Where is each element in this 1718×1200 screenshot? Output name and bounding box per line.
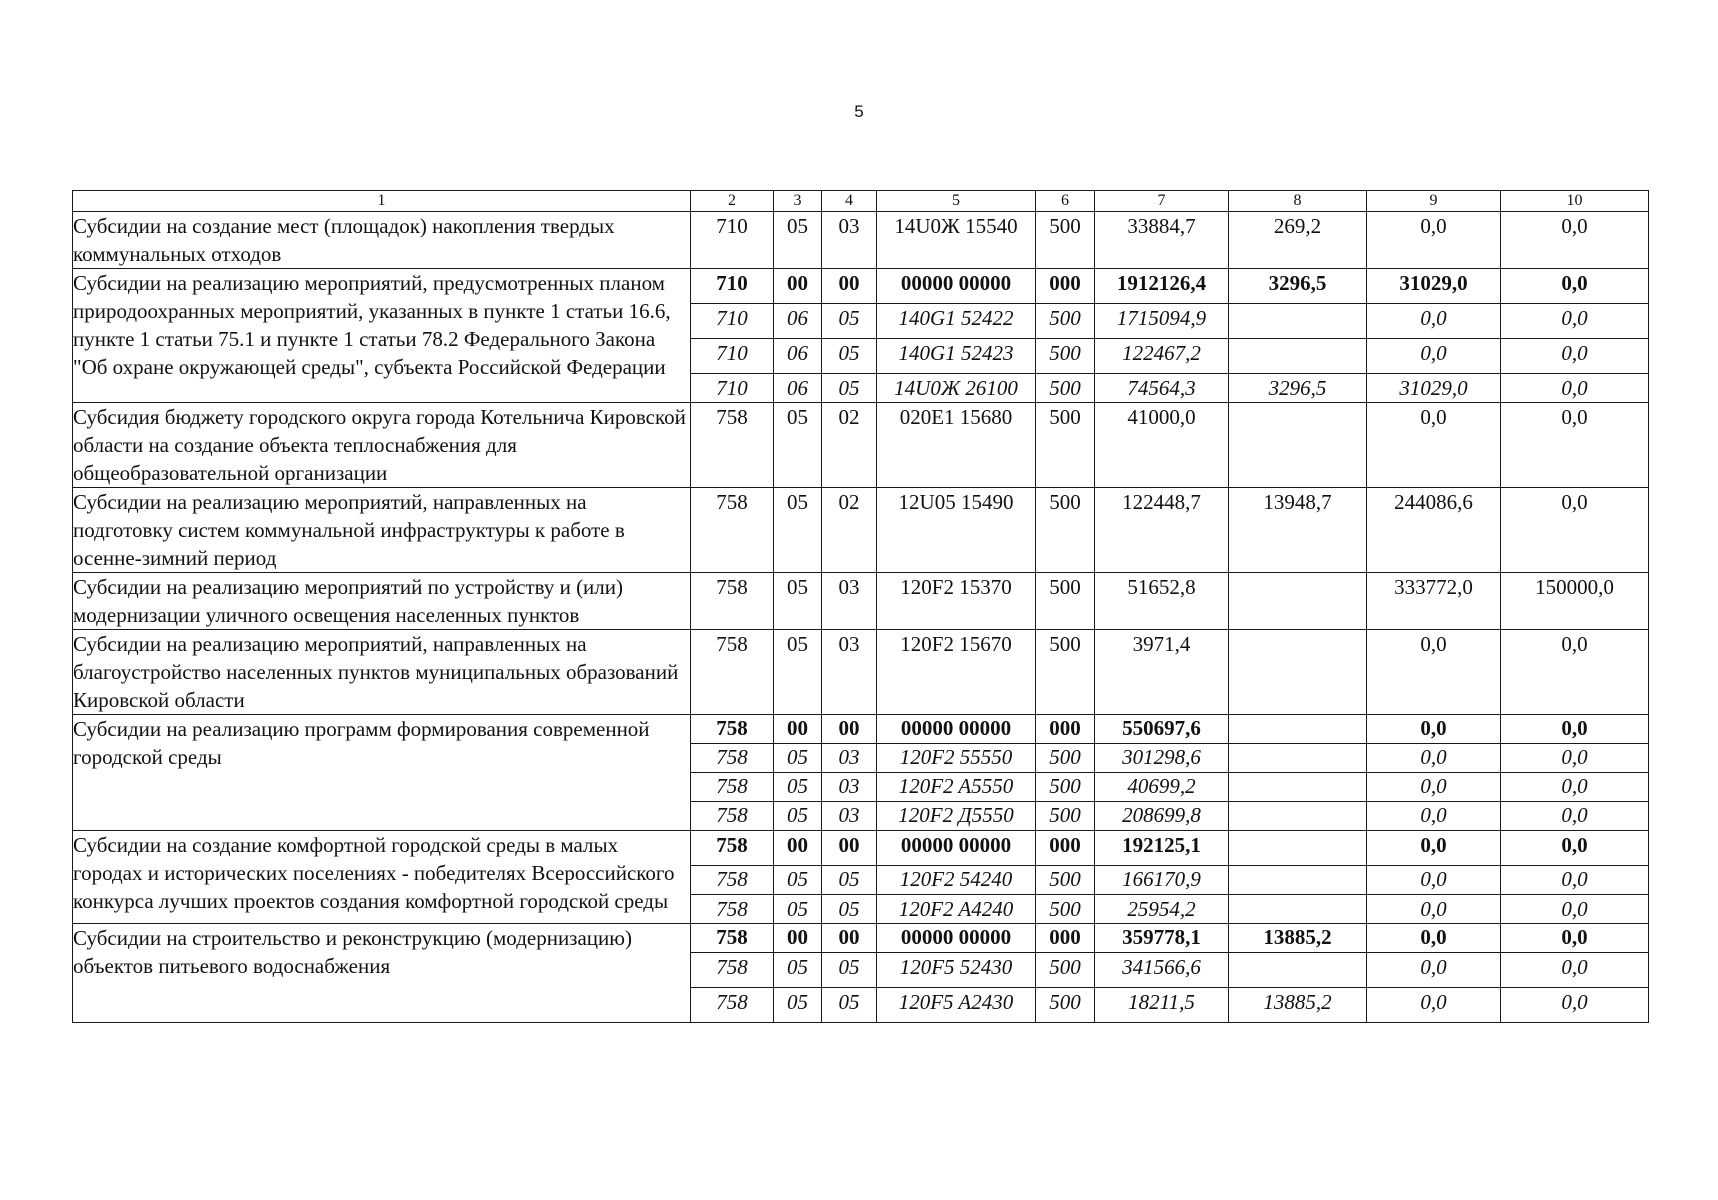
cell-subsection: 03 <box>822 802 877 831</box>
cell-admin-code: 758 <box>691 831 774 866</box>
cell-target-code: 120F2 A4240 <box>877 895 1036 924</box>
cell-col10: 0,0 <box>1501 715 1649 744</box>
cell-col9: 0,0 <box>1367 403 1501 488</box>
cell-col7: 3971,4 <box>1095 630 1229 715</box>
cell-expense-type: 500 <box>1036 866 1095 895</box>
cell-expense-type: 500 <box>1036 802 1095 831</box>
cell-col10: 0,0 <box>1501 895 1649 924</box>
cell-section: 06 <box>774 304 822 339</box>
table-row <box>73 630 1649 715</box>
cell-col10: 150000,0 <box>1501 573 1649 630</box>
cell-col7: 122467,2 <box>1095 339 1229 374</box>
cell-section: 05 <box>774 573 822 630</box>
cell-admin-code: 758 <box>691 715 774 744</box>
cell-admin-code: 758 <box>691 866 774 895</box>
cell-target-code: 14U0Ж 26100 <box>877 374 1036 403</box>
cell-section: 05 <box>774 988 822 1023</box>
cell-subsection: 05 <box>822 895 877 924</box>
cell-admin-code: 758 <box>691 573 774 630</box>
cell-admin-code: 758 <box>691 988 774 1023</box>
table-row <box>73 573 1649 630</box>
cell-col7: 301298,6 <box>1095 744 1229 773</box>
cell-target-code: 120F2 55550 <box>877 744 1036 773</box>
cell-subsection: 05 <box>822 304 877 339</box>
cell-col7: 166170,9 <box>1095 866 1229 895</box>
cell-target-code: 14U0Ж 15540 <box>877 212 1036 269</box>
cell-col9: 0,0 <box>1367 802 1501 831</box>
cell-col8 <box>1229 339 1367 374</box>
cell-subsection: 02 <box>822 403 877 488</box>
cell-col10: 0,0 <box>1501 374 1649 403</box>
cell-target-code: 120F5 52430 <box>877 953 1036 988</box>
cell-admin-code: 710 <box>691 304 774 339</box>
table-row <box>73 924 1649 953</box>
cell-col10: 0,0 <box>1501 831 1649 866</box>
cell-col10: 0,0 <box>1501 773 1649 802</box>
cell-admin-code: 710 <box>691 269 774 304</box>
cell-col7: 341566,6 <box>1095 953 1229 988</box>
cell-col9: 0,0 <box>1367 773 1501 802</box>
cell-col9: 0,0 <box>1367 924 1501 953</box>
cell-col8 <box>1229 715 1367 744</box>
cell-admin-code: 758 <box>691 630 774 715</box>
cell-col8 <box>1229 953 1367 988</box>
row-description: Субсидии на создание мест (площадок) накопления твердых коммунальных отходов <box>73 212 691 269</box>
header-cell: 5 <box>877 191 1036 212</box>
cell-expense-type: 500 <box>1036 953 1095 988</box>
cell-col10: 0,0 <box>1501 924 1649 953</box>
cell-target-code: 00000 00000 <box>877 924 1036 953</box>
cell-subsection: 00 <box>822 924 877 953</box>
cell-subsection: 03 <box>822 773 877 802</box>
cell-expense-type: 000 <box>1036 831 1095 866</box>
cell-col8 <box>1229 802 1367 831</box>
header-cell: 4 <box>822 191 877 212</box>
cell-col8 <box>1229 630 1367 715</box>
cell-section: 05 <box>774 403 822 488</box>
table-row <box>73 403 1649 488</box>
cell-col9: 333772,0 <box>1367 573 1501 630</box>
cell-section: 05 <box>774 488 822 573</box>
cell-col8 <box>1229 773 1367 802</box>
cell-col8: 269,2 <box>1229 212 1367 269</box>
cell-col9: 31029,0 <box>1367 374 1501 403</box>
cell-subsection: 03 <box>822 744 877 773</box>
cell-col9: 0,0 <box>1367 831 1501 866</box>
cell-target-code: 120F2 54240 <box>877 866 1036 895</box>
cell-expense-type: 000 <box>1036 269 1095 304</box>
cell-col9: 0,0 <box>1367 744 1501 773</box>
cell-expense-type: 500 <box>1036 212 1095 269</box>
header-cell: 6 <box>1036 191 1095 212</box>
cell-target-code: 140G1 52423 <box>877 339 1036 374</box>
row-description: Субсидии на строительство и реконструкцию (модернизацию) объектов питьевого водоснабжения <box>73 924 691 1023</box>
cell-section: 06 <box>774 374 822 403</box>
cell-col10: 0,0 <box>1501 269 1649 304</box>
cell-expense-type: 500 <box>1036 304 1095 339</box>
cell-col10: 0,0 <box>1501 488 1649 573</box>
cell-col8: 13885,2 <box>1229 988 1367 1023</box>
cell-col9: 0,0 <box>1367 866 1501 895</box>
table-row <box>73 212 1649 269</box>
row-description: Субсидия бюджету городского округа города Котельнича Кировской области на создание объекта теплоснабжения для общеобразовательной организации <box>73 403 691 488</box>
cell-admin-code: 758 <box>691 924 774 953</box>
header-cell: 10 <box>1501 191 1649 212</box>
cell-expense-type: 500 <box>1036 573 1095 630</box>
table-row <box>73 269 1649 304</box>
cell-target-code: 00000 00000 <box>877 269 1036 304</box>
cell-col10: 0,0 <box>1501 866 1649 895</box>
cell-target-code: 120F2 15370 <box>877 573 1036 630</box>
cell-target-code: 120F2 A5550 <box>877 773 1036 802</box>
cell-col7: 41000,0 <box>1095 403 1229 488</box>
cell-target-code: 120F5 A2430 <box>877 988 1036 1023</box>
cell-col10: 0,0 <box>1501 802 1649 831</box>
cell-col8 <box>1229 895 1367 924</box>
cell-subsection: 00 <box>822 269 877 304</box>
cell-section: 05 <box>774 953 822 988</box>
cell-col10: 0,0 <box>1501 744 1649 773</box>
cell-target-code: 00000 00000 <box>877 831 1036 866</box>
cell-expense-type: 500 <box>1036 403 1095 488</box>
cell-section: 05 <box>774 773 822 802</box>
cell-col7: 18211,5 <box>1095 988 1229 1023</box>
cell-admin-code: 710 <box>691 212 774 269</box>
row-description: Субсидии на реализацию программ формирования современной городской среды <box>73 715 691 831</box>
cell-subsection: 02 <box>822 488 877 573</box>
cell-col9: 0,0 <box>1367 339 1501 374</box>
cell-expense-type: 500 <box>1036 488 1095 573</box>
cell-col8: 3296,5 <box>1229 374 1367 403</box>
cell-col8 <box>1229 866 1367 895</box>
cell-admin-code: 710 <box>691 339 774 374</box>
cell-admin-code: 758 <box>691 802 774 831</box>
cell-expense-type: 500 <box>1036 895 1095 924</box>
cell-col8: 3296,5 <box>1229 269 1367 304</box>
cell-col8: 13948,7 <box>1229 488 1367 573</box>
cell-expense-type: 500 <box>1036 630 1095 715</box>
row-description: Субсидии на реализацию мероприятий, направленных на подготовку систем коммунальной инфраструктуры к работе в осенне-зимний период <box>73 488 691 573</box>
cell-admin-code: 758 <box>691 895 774 924</box>
cell-col7: 208699,8 <box>1095 802 1229 831</box>
cell-col9: 0,0 <box>1367 630 1501 715</box>
cell-expense-type: 500 <box>1036 374 1095 403</box>
cell-admin-code: 758 <box>691 744 774 773</box>
cell-subsection: 05 <box>822 866 877 895</box>
cell-section: 05 <box>774 744 822 773</box>
cell-admin-code: 758 <box>691 773 774 802</box>
header-cell: 7 <box>1095 191 1229 212</box>
cell-col8 <box>1229 831 1367 866</box>
cell-col7: 74564,3 <box>1095 374 1229 403</box>
cell-col9: 0,0 <box>1367 895 1501 924</box>
cell-col7: 25954,2 <box>1095 895 1229 924</box>
cell-col8: 13885,2 <box>1229 924 1367 953</box>
cell-subsection: 03 <box>822 630 877 715</box>
cell-section: 00 <box>774 269 822 304</box>
cell-section: 06 <box>774 339 822 374</box>
cell-admin-code: 758 <box>691 488 774 573</box>
table-row <box>73 715 1649 744</box>
cell-col7: 192125,1 <box>1095 831 1229 866</box>
cell-section: 05 <box>774 895 822 924</box>
cell-col9: 0,0 <box>1367 715 1501 744</box>
cell-subsection: 03 <box>822 573 877 630</box>
cell-section: 00 <box>774 715 822 744</box>
cell-expense-type: 500 <box>1036 744 1095 773</box>
cell-subsection: 00 <box>822 715 877 744</box>
header-cell: 8 <box>1229 191 1367 212</box>
table-row <box>73 831 1649 866</box>
cell-col7: 51652,8 <box>1095 573 1229 630</box>
cell-subsection: 05 <box>822 339 877 374</box>
header-cell: 3 <box>774 191 822 212</box>
cell-target-code: 120F2 Д5550 <box>877 802 1036 831</box>
cell-target-code: 140G1 52422 <box>877 304 1036 339</box>
cell-expense-type: 500 <box>1036 339 1095 374</box>
row-description: Субсидии на реализацию мероприятий, предусмотренных планом природоохранных мероприятий, указанных в пункте 1 статьи 16.6, пункте 1 статьи 75.1 и пункте 1 статьи 78.2 Федерального Закона "Об охране окружающей среды", субъекта Российской Федерации <box>73 269 691 403</box>
cell-col8 <box>1229 744 1367 773</box>
cell-admin-code: 710 <box>691 374 774 403</box>
cell-col7: 40699,2 <box>1095 773 1229 802</box>
cell-subsection: 03 <box>822 212 877 269</box>
cell-col7: 122448,7 <box>1095 488 1229 573</box>
row-description: Субсидии на реализацию мероприятий по устройству и (или) модернизации уличного освещения населенных пунктов <box>73 573 691 630</box>
cell-col8 <box>1229 573 1367 630</box>
cell-col9: 0,0 <box>1367 304 1501 339</box>
page-number: 5 <box>854 102 864 121</box>
cell-col7: 359778,1 <box>1095 924 1229 953</box>
cell-col9: 244086,6 <box>1367 488 1501 573</box>
cell-admin-code: 758 <box>691 953 774 988</box>
cell-section: 05 <box>774 866 822 895</box>
cell-col7: 33884,7 <box>1095 212 1229 269</box>
cell-section: 05 <box>774 802 822 831</box>
cell-admin-code: 758 <box>691 403 774 488</box>
header-row <box>73 191 1649 212</box>
header-cell: 1 <box>73 191 691 212</box>
cell-col10: 0,0 <box>1501 212 1649 269</box>
cell-section: 00 <box>774 831 822 866</box>
row-description: Субсидии на реализацию мероприятий, направленных на благоустройство населенных пунктов муниципальных образований Кировской области <box>73 630 691 715</box>
cell-target-code: 020E1 15680 <box>877 403 1036 488</box>
cell-expense-type: 500 <box>1036 988 1095 1023</box>
cell-col9: 0,0 <box>1367 212 1501 269</box>
cell-subsection: 05 <box>822 374 877 403</box>
budget-table <box>72 190 1649 1023</box>
cell-col9: 31029,0 <box>1367 269 1501 304</box>
cell-col10: 0,0 <box>1501 304 1649 339</box>
table-row <box>73 488 1649 573</box>
cell-subsection: 00 <box>822 831 877 866</box>
cell-col8 <box>1229 304 1367 339</box>
cell-section: 05 <box>774 630 822 715</box>
cell-expense-type: 500 <box>1036 773 1095 802</box>
row-description: Субсидии на создание комфортной городской среды в малых городах и исторических поселениях - победителях Всероссийского конкурса лучших проектов создания комфортной городской среды <box>73 831 691 924</box>
cell-expense-type: 000 <box>1036 924 1095 953</box>
cell-col7: 1715094,9 <box>1095 304 1229 339</box>
cell-col10: 0,0 <box>1501 339 1649 374</box>
cell-col8 <box>1229 403 1367 488</box>
cell-col7: 1912126,4 <box>1095 269 1229 304</box>
cell-target-code: 120F2 15670 <box>877 630 1036 715</box>
cell-expense-type: 000 <box>1036 715 1095 744</box>
cell-col10: 0,0 <box>1501 953 1649 988</box>
cell-section: 05 <box>774 212 822 269</box>
header-cell: 9 <box>1367 191 1501 212</box>
cell-subsection: 05 <box>822 953 877 988</box>
cell-target-code: 00000 00000 <box>877 715 1036 744</box>
cell-target-code: 12U05 15490 <box>877 488 1036 573</box>
cell-subsection: 05 <box>822 988 877 1023</box>
cell-col9: 0,0 <box>1367 988 1501 1023</box>
cell-col10: 0,0 <box>1501 403 1649 488</box>
header-cell: 2 <box>691 191 774 212</box>
cell-col10: 0,0 <box>1501 630 1649 715</box>
cell-section: 00 <box>774 924 822 953</box>
cell-col9: 0,0 <box>1367 953 1501 988</box>
cell-col10: 0,0 <box>1501 988 1649 1023</box>
cell-col7: 550697,6 <box>1095 715 1229 744</box>
